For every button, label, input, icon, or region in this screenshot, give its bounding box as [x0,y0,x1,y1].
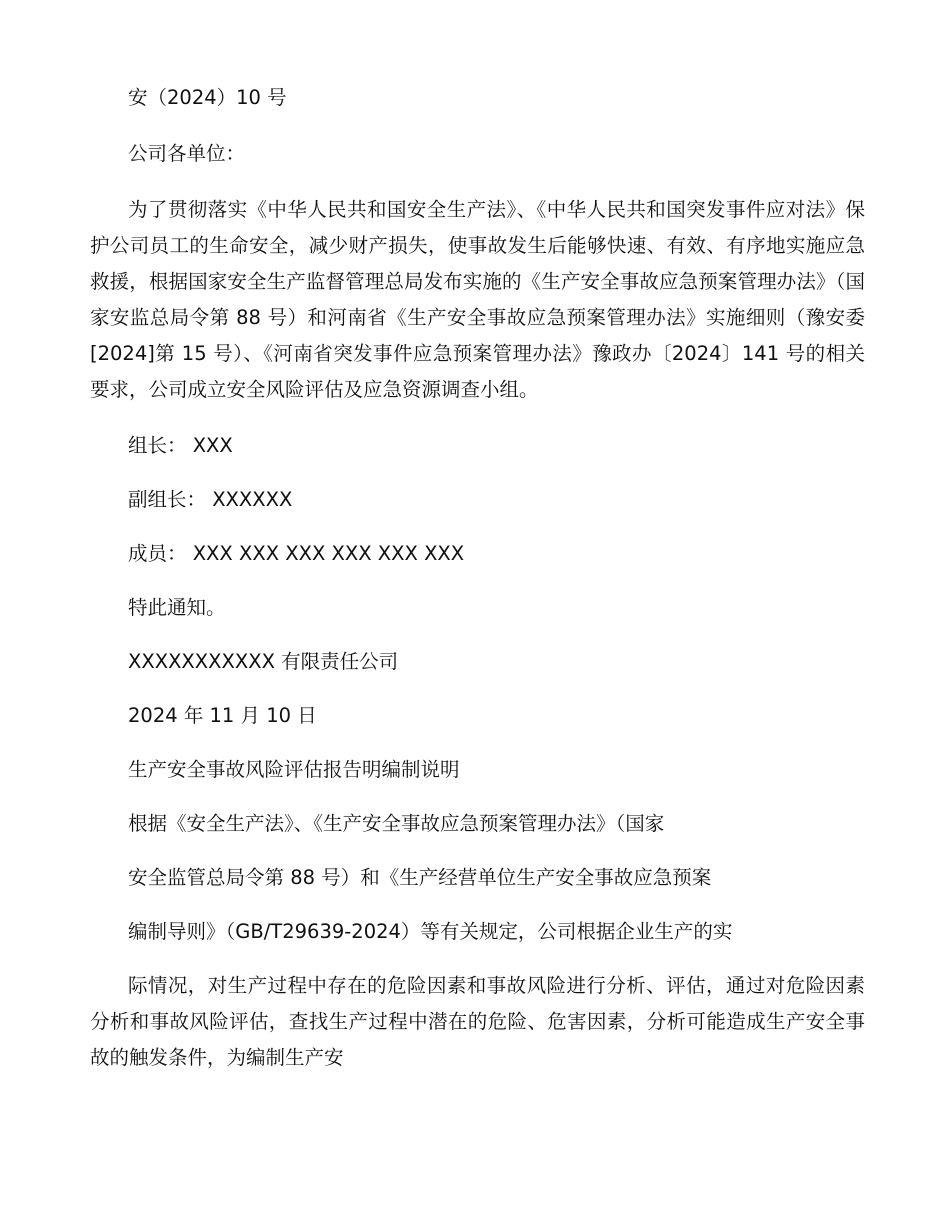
salutation: 公司各单位： [128,142,246,165]
document-body [90,80,865,1076]
group-members: 成员： XXX XXX XXX XXX XXX XXX [128,542,465,565]
document-ref-number: 安（2024）10 号 [128,86,287,109]
issue-date: 2024 年 11 月 10 日 [128,704,317,727]
closing-notice: 特此通知。 [128,596,226,619]
basis-line-3: 编制导则》（GB/T29639-2024）等有关规定，公司根据企业生产的实 [128,920,733,943]
basis-line-1: 根据《安全生产法》、《生产安全事故应急预案管理办法》（国家 [128,812,665,835]
section-title: 生产安全事故风险评估报告明编制说明 [128,758,460,781]
final-paragraph: 际情况，对生产过程中存在的危险因素和事故风险进行分析、评估，通过对危险因素分析和事故风险评估，查找生产过程中潜在的危险、危害因素，分析可能造成生产安全事故的触发条件，为编制生产安 [90,974,865,1069]
deputy-group-leader: 副组长： XXXXXX [128,488,293,511]
basis-line-2: 安全监管总局令第 88 号）和《生产经营单位生产安全事故应急预案 [128,866,712,889]
group-leader: 组长： XXX [128,434,233,457]
company-name: XXXXXXXXXXX 有限责任公司 [128,650,399,673]
intro-paragraph: 为了贯彻落实《中华人民共和国安全生产法》、《中华人民共和国突发事件应对法》保护公司员工的生命安全，减少财产损失，使事故发生后能够快速、有效、有序地实施应急救援，根据国家安全生产监督管理总局发布实施的《生产安全事故应急预案管理办法》（国家安监总局令第 88 号）和河南省《生产安全事故应急预案管理办法》实施细则（豫安委[2024]第 15 号）、《河南省突发事件应急预案管理办法》豫政办〔2024〕141 号的相关要求，公司成立安全风险评估及应急资源调查小组。 [90,198,865,401]
